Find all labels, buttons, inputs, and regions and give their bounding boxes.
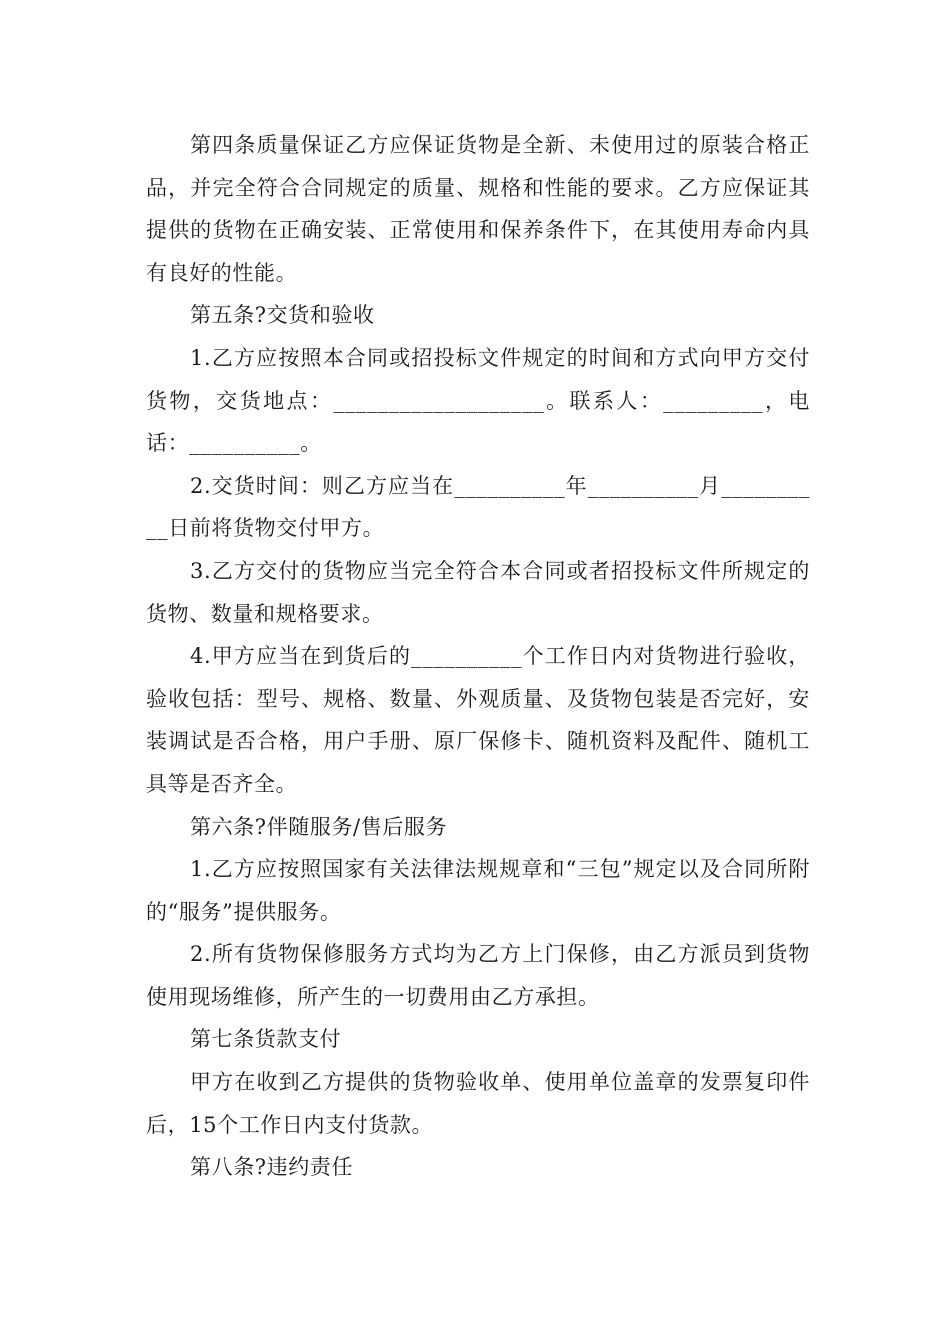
paragraph-article-6-item-2: 2.所有货物保修服务方式均为乙方上门保修，由乙方派员到货物使用现场维修，所产生的一切费用由乙方承担。: [146, 942, 810, 1009]
paragraph-article-5-item-2: 2.交货时间：则乙方应当在__________年__________月__________日前将货物交付甲方。: [146, 473, 810, 541]
heading-article-5: 第五条?交货和验收: [190, 303, 375, 328]
heading-article-8: 第八条?违约责任: [190, 1155, 354, 1180]
paragraph-article-6-item-1: 1.乙方应按照国家有关法律法规规章和“三包”规定以及合同所附的“服务”提供服务。: [146, 857, 810, 924]
heading-article-7: 第七条货款支付: [190, 1027, 342, 1052]
document-body: [146, 124, 810, 1189]
paragraph-article-5-item-3: 3.乙方交付的货物应当完全符合本合同或者招投标文件所规定的货物、数量和规格要求。: [146, 558, 810, 626]
heading-article-6: 第六条?伴随服务/售后服务: [190, 814, 448, 839]
paragraph-article-5-item-1: 1.乙方应按照本合同或招投标文件规定的时间和方式向甲方交付货物，交货地点：___________________。联系人：_________，电话：__________。: [146, 345, 810, 456]
paragraph-article-7-payment: 甲方在收到乙方提供的货物验收单、使用单位盖章的发票复印件后，15个工作日内支付货款。: [146, 1070, 810, 1137]
paragraph-article-4-quality: 第四条质量保证乙方应保证货物是全新、未使用过的原装合格正品，并完全符合合同规定的质量、规格和性能的要求。乙方应保证其提供的货物在正确安装、正常使用和保养条件下，在其使用寿命内具有良好的性能。: [146, 133, 810, 285]
paragraph-article-5-item-4: 4.甲方应当在到货后的__________个工作日内对货物进行验收，验收包括：型号、规格、数量、外观质量、及货物包装是否完好，安装调试是否合格，用户手册、原厂保修卡、随机资料及配件、随机工具等是否齐全。: [146, 644, 810, 796]
